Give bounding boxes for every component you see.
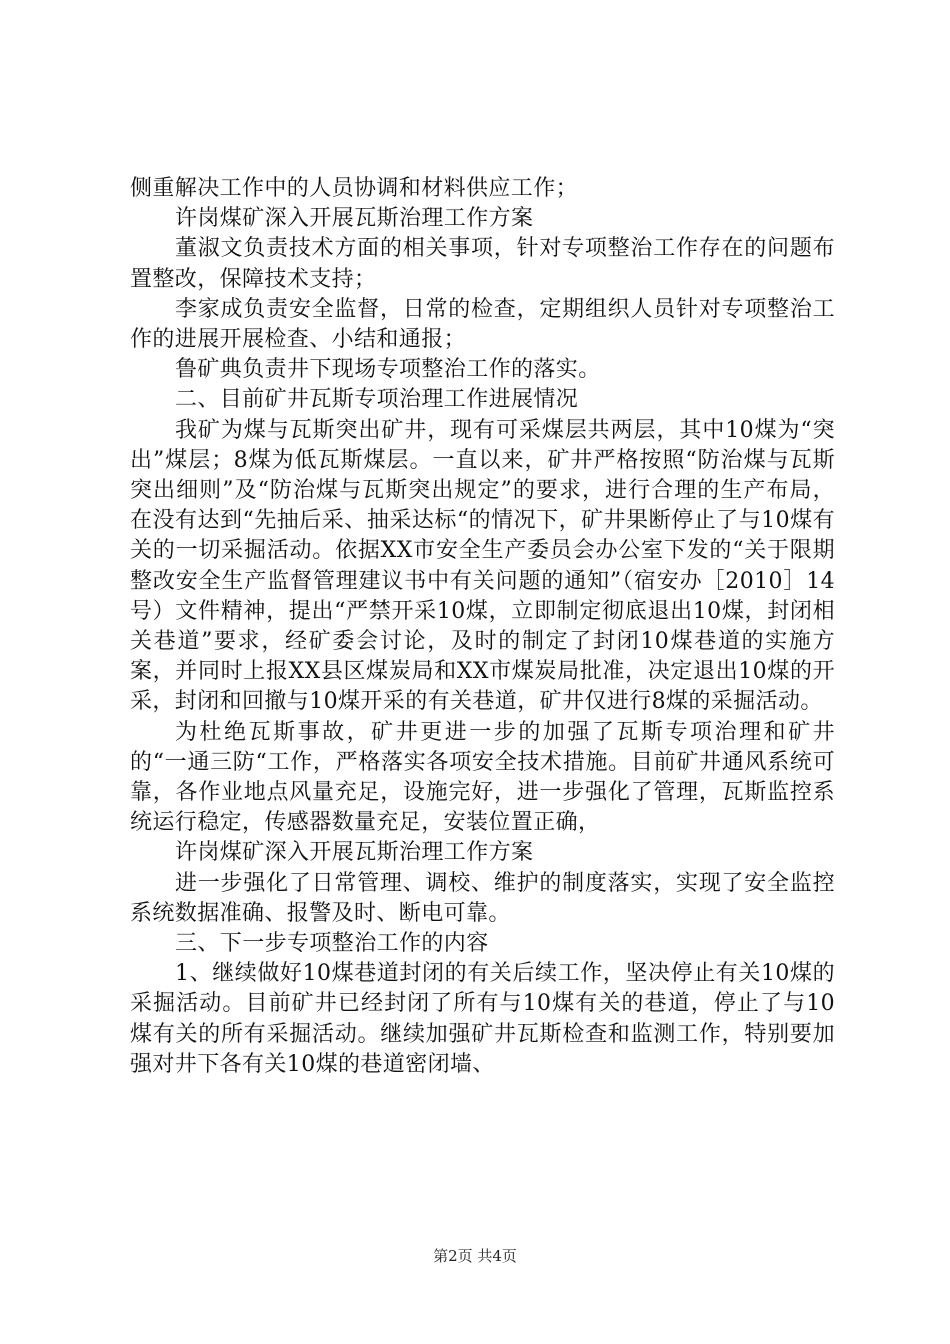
paragraph: 我矿为煤与瓦斯突出矿井，现有可采煤层共两层，其中10煤为“突出”煤层；8煤为低瓦斯煤层。一直以来，矿井严格按照“防治煤与瓦斯突出细则”及“防治煤与瓦斯突出规定”的要求，进行合理的生产布局，在没有达到“先抽后采、抽采达标“的情况下，矿井果断停止了与10煤有关的一切采掘活动。依据XX市安全生产委员会办公室下发的“关于限期整改安全生产监督管理建议书中有关问题的通知”（宿安办［2010］14号）文件精神，提出“严禁开采10煤，立即制定彻底退出10煤，封闭相关巷道”要求，经矿委会讨论，及时的制定了封闭10煤巷道的实施方案，并同时上报XX县区煤炭局和XX市煤炭局批准，决定退出10煤的开采，封闭和回撤与10煤开采的有关巷道，矿井仅进行8煤的采掘活动。 bbox=[130, 417, 835, 715]
paragraph: 二、目前矿井瓦斯专项治理工作进展情况 bbox=[175, 387, 579, 413]
paragraph: 许岗煤矿深入开展瓦斯治理工作方案 bbox=[175, 840, 534, 866]
paragraph: 董淑文负责技术方面的相关事项，针对专项整治工作存在的问题布置整改，保障技术支持； bbox=[130, 236, 835, 292]
paragraph: 1、继续做好10煤巷道封闭的有关后续工作，坚决停止有关10煤的采掘活动。目前矿井已经封闭了所有与10煤有关的巷道，停止了与10煤有关的所有采掘活动。继续加强矿井瓦斯检查和监测工作，特别要加强对井下各有关10煤的巷道密闭墙、 bbox=[130, 961, 835, 1077]
page-footer: 第2页 共4页 bbox=[433, 1247, 517, 1265]
paragraph: 鲁矿典负责井下现场专项整治工作的落实。 bbox=[175, 357, 601, 383]
paragraph: 为杜绝瓦斯事故，矿井更进一步的加强了瓦斯专项治理和矿井的“一通三防“工作，严格落实各项安全技术措施。目前矿井通风系统可靠，各作业地点风量充足，设施完好，进一步强化了管理，瓦斯监控系统运行稳定，传感器数量充足，安装位置正确， bbox=[130, 719, 835, 836]
paragraph: 进一步强化了日常管理、调校、维护的制度落实，实现了安全监控系统数据准确、报警及时、断电可靠。 bbox=[130, 870, 835, 926]
paragraph: 三、下一步专项整治工作的内容 bbox=[175, 931, 489, 957]
document-body bbox=[130, 174, 835, 1080]
paragraph: 侧重解决工作中的人员协调和材料供应工作； bbox=[130, 176, 579, 201]
paragraph: 李家成负责安全监督，日常的检查，定期组织人员针对专项整治工作的进展开展检查、小结和通报； bbox=[130, 296, 835, 353]
paragraph: 许岗煤矿深入开展瓦斯治理工作方案 bbox=[175, 206, 534, 232]
